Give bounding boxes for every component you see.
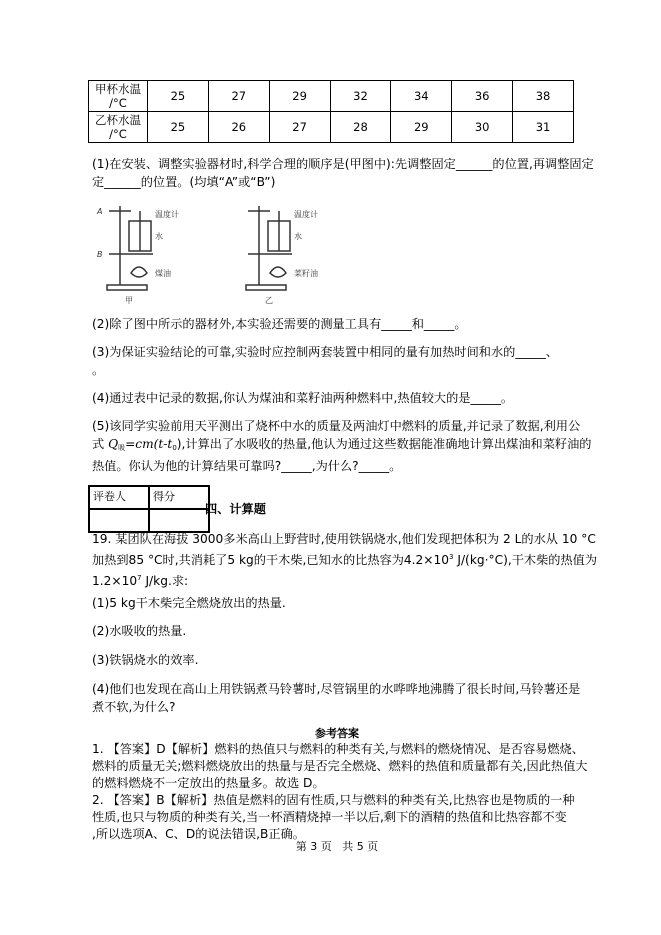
- table-cell: 25: [148, 112, 209, 143]
- table-cell: 30: [452, 112, 513, 143]
- score-table: [88, 485, 210, 533]
- row-header-line: 乙杯水温: [95, 113, 141, 127]
- table-cell: 36: [452, 81, 513, 112]
- question-5-line: 热值。你认为他的计算结果可靠吗?_____,为什么?_____。: [92, 459, 402, 473]
- text: 加热到85 °C时,共消耗了5 kg的干木柴,已知水的比热容为4.2×10: [92, 553, 450, 567]
- question-line: 煮不软,为什么?: [92, 700, 176, 714]
- question-19-part-3: (3)铁锅烧水的效率.: [92, 653, 199, 667]
- question-19-line: [92, 569, 582, 590]
- formula-sub: 吸: [118, 444, 126, 452]
- label-a: A: [97, 207, 103, 216]
- question-1-line: 定______的位置。(均填“A”或“B”): [92, 175, 276, 189]
- row-header: [89, 112, 148, 143]
- answers-title: 参考答案: [315, 727, 359, 740]
- reviewer-header: 评卷人: [89, 486, 149, 509]
- question-3-line: (3)为保证实验结论的可靠,实验时应控制两套装置中相同的量有加热时间和水的_____、: [92, 345, 558, 359]
- question-4: (4)通过表中记录的数据,你认为煤油和菜籽油两种燃料中,热值较大的是_____。: [92, 391, 514, 405]
- label-water: 水: [294, 232, 302, 241]
- label-b: B: [97, 250, 103, 259]
- row-header: [89, 81, 148, 112]
- question-5: [92, 417, 592, 475]
- label-thermometer: 温度计: [155, 210, 179, 219]
- answer-line: 的燃料燃烧不一定放出的热量多。故选 D。: [92, 776, 325, 790]
- reviewer-cell: [89, 509, 149, 532]
- table-cell: 38: [513, 81, 574, 112]
- question-2: (2)除了图中所示的器材外,本实验还需要的测量工具有_____和_____。: [92, 317, 467, 331]
- table-cell: 26: [208, 112, 269, 143]
- question-19-part-4: [92, 680, 582, 716]
- question-19-line: [92, 548, 598, 569]
- formula: Q: [108, 437, 119, 451]
- question-19-part-1: (1)5 kg干木柴完全燃烧放出的热量.: [92, 596, 286, 610]
- table-cell: 27: [269, 112, 330, 143]
- section-heading: 四、计算题: [205, 502, 266, 516]
- score-cell: [149, 509, 209, 532]
- label-thermometer: 温度计: [294, 210, 318, 219]
- row-header-unit: /°C: [109, 127, 127, 141]
- table-cell: 25: [148, 81, 209, 112]
- answer-line: 2. 【答案】B【解析】热值是燃料的固有性质,只与燃料的种类有关,比热容也是物质的一种: [92, 793, 575, 807]
- text: J/(kg·°C),干木柴的热值为: [453, 553, 598, 567]
- label-fuel-rapeseed: 菜籽油: [294, 269, 318, 278]
- question-19-line: 19. 某团队在海拔 3000多米高山上野营时,使用铁锅烧水,他们发现把体积为 2 L的水从 10 °C: [92, 532, 596, 546]
- question-3: [92, 343, 582, 379]
- question-19: [92, 530, 598, 590]
- answer-line: 燃料的质量无关;燃料燃烧放出的热量与是否完全燃烧、燃料的热值和质量都有关,因此热值大: [92, 759, 588, 773]
- row-header-unit: /°C: [109, 96, 127, 110]
- answers: [92, 741, 588, 843]
- exponent: 7: [137, 574, 142, 582]
- table-row: [89, 81, 574, 112]
- exponent: 3: [449, 553, 454, 561]
- question-5-line: [92, 435, 592, 457]
- text: 式: [92, 437, 109, 451]
- table-row: [89, 112, 574, 143]
- table-cell: 27: [208, 81, 269, 112]
- table-cell: 32: [330, 81, 391, 112]
- table-cell: 34: [391, 81, 452, 112]
- text: ),计算出了水吸收的热量,他认为通过这些数据能准确地计算出煤油和菜籽油的: [176, 437, 592, 451]
- table-cell: 28: [330, 112, 391, 143]
- experiment-figure: [95, 203, 318, 308]
- text: 1.2×10: [92, 574, 138, 588]
- page-footer: 第 3 页 共 5 页: [295, 840, 379, 853]
- caption-right: 乙: [265, 296, 273, 305]
- text: J/kg.求:: [141, 574, 189, 588]
- row-header-line: 甲杯水温: [95, 82, 141, 96]
- formula: =cm(t-t: [125, 437, 173, 451]
- answer-line: ,所以选项A、C、D的说法错误,B正确。: [92, 827, 305, 841]
- caption-left: 甲: [125, 296, 133, 305]
- table-cell: 29: [391, 112, 452, 143]
- table-cell: 29: [269, 81, 330, 112]
- question-1: [92, 155, 594, 191]
- label-fuel-kerosene: 煤油: [155, 269, 171, 278]
- question-line: (4)他们也发现在高山上用铁锅煮马铃薯时,尽管锅里的水哗哗地沸腾了很长时间,马铃薯还是: [92, 682, 581, 696]
- answer-line: 1. 【答案】D【解析】燃料的热值只与燃料的种类有关,与燃料的燃烧情况、是否容易燃烧、: [92, 742, 584, 756]
- question-5-line: (5)该同学实验前用天平测出了烧杯中水的质量及两油灯中燃料的质量,并记录了数据,利用公: [92, 419, 581, 433]
- answer-line: 性质,也只与物质的种类有关,当一杯酒精烧掉一半以后,剩下的酒精的热值和比热容都不变: [92, 810, 567, 824]
- label-water: 水: [155, 232, 163, 241]
- question-3-line: 。: [92, 363, 105, 377]
- score-header: 得分: [149, 486, 209, 509]
- question-19-part-2: (2)水吸收的热量.: [92, 624, 187, 638]
- temperature-table: [88, 80, 574, 143]
- question-1-line: (1)在安装、调整实验器材时,科学合理的顺序是(甲图中):先调整固定______的位置,再调整固定: [92, 157, 594, 171]
- formula-sub: 0: [172, 444, 177, 452]
- table-cell: 31: [513, 112, 574, 143]
